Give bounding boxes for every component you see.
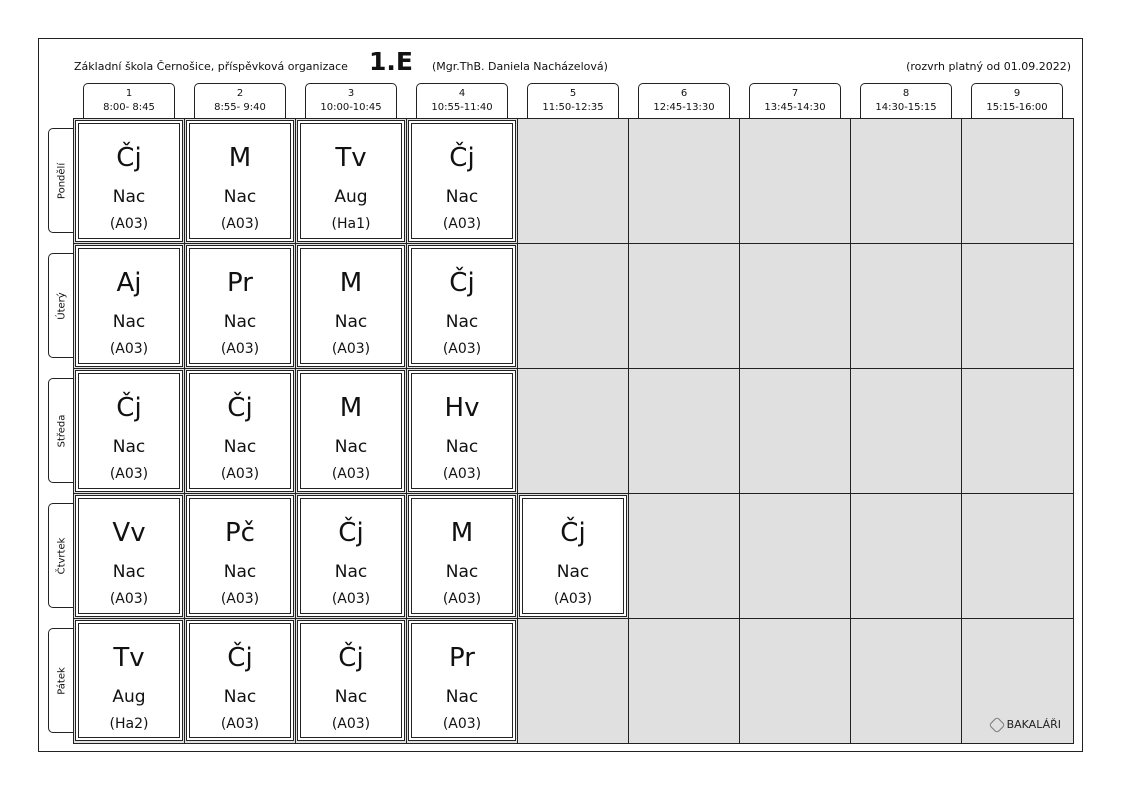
lesson-teacher: Nac (223, 437, 257, 457)
day-label-4 (48, 503, 74, 608)
lesson-cell[interactable] (75, 495, 183, 617)
lesson-teacher: Nac (445, 562, 479, 582)
validity-note: (rozvrh platný od 01.09.2022) (906, 60, 1071, 73)
empty-slot (851, 494, 962, 619)
lesson-subject: Čj (227, 643, 253, 673)
lesson-cell[interactable] (408, 245, 516, 367)
period-header-9 (971, 83, 1063, 118)
lesson-cell[interactable] (297, 495, 405, 617)
lesson-subject: Vv (112, 518, 146, 548)
lesson-subject: Čj (116, 393, 142, 423)
lesson-cell[interactable] (408, 370, 516, 492)
lesson-cell[interactable] (75, 245, 183, 367)
day-label-2 (48, 253, 74, 358)
day-label-3 (48, 378, 74, 483)
lesson-room: (Ha2) (109, 716, 149, 732)
empty-slot (851, 619, 962, 743)
lesson-room: (A03) (442, 341, 482, 357)
lesson-cell[interactable] (408, 120, 516, 242)
empty-slot (740, 119, 851, 244)
lesson-teacher: Nac (334, 562, 368, 582)
period-header-2 (194, 83, 286, 118)
period-number: 9 (1013, 88, 1021, 99)
period-header-8 (860, 83, 952, 118)
lesson-teacher: Nac (334, 687, 368, 707)
lesson-subject: Čj (560, 518, 586, 548)
day-name: Pátek (56, 666, 67, 695)
lesson-teacher: Nac (112, 187, 146, 207)
school-name: Základní škola Černošice, příspěvková organizace (74, 60, 348, 73)
lesson-cell[interactable] (75, 620, 183, 741)
period-time: 15:15-16:00 (986, 102, 1048, 113)
period-header-4 (416, 83, 508, 118)
bakalari-logo-icon (988, 716, 1005, 733)
lesson-subject: Tv (113, 643, 145, 673)
lesson-room: (A03) (220, 716, 260, 732)
lesson-cell[interactable] (408, 620, 516, 741)
empty-slot (629, 119, 740, 244)
day-name: Středa (56, 414, 67, 447)
lesson-subject: Čj (338, 643, 364, 673)
lesson-room: (A03) (220, 216, 260, 232)
empty-slot (740, 244, 851, 369)
lesson-cell[interactable] (186, 370, 294, 492)
empty-slot (962, 494, 1073, 619)
lesson-cell[interactable] (75, 120, 183, 242)
lesson-subject: Tv (335, 143, 367, 173)
empty-slot (962, 369, 1073, 494)
lesson-subject: Hv (444, 393, 480, 423)
lesson-subject: M (339, 268, 363, 298)
empty-slot (629, 244, 740, 369)
lesson-room: (A03) (442, 216, 482, 232)
period-number: 8 (902, 88, 910, 99)
empty-slot (962, 119, 1073, 244)
lesson-room: (A03) (442, 716, 482, 732)
lesson-teacher: Nac (112, 312, 146, 332)
lesson-room: (A03) (220, 591, 260, 607)
lesson-cell[interactable] (186, 620, 294, 741)
empty-slot (629, 619, 740, 743)
lesson-subject: M (228, 143, 252, 173)
lesson-cell[interactable] (519, 495, 627, 617)
period-time: 13:45-14:30 (764, 102, 826, 113)
lesson-room: (A03) (331, 466, 371, 482)
period-time: 10:00-10:45 (320, 102, 382, 113)
lesson-room: (A03) (331, 591, 371, 607)
empty-slot (518, 244, 629, 369)
lesson-subject: Pč (225, 518, 255, 548)
lesson-subject: Čj (227, 393, 253, 423)
period-number: 5 (569, 88, 577, 99)
lesson-cell[interactable] (297, 620, 405, 741)
lesson-room: (A03) (109, 591, 149, 607)
empty-slot (962, 244, 1073, 369)
lesson-room: (A03) (442, 466, 482, 482)
lesson-teacher: Nac (445, 312, 479, 332)
lesson-teacher: Nac (223, 687, 257, 707)
day-name: Úterý (56, 291, 67, 320)
lesson-subject: Pr (449, 643, 475, 673)
lesson-room: (Ha1) (331, 216, 371, 232)
lesson-teacher: Nac (223, 562, 257, 582)
period-time: 11:50-12:35 (542, 102, 604, 113)
bakalari-brand (991, 718, 1061, 731)
lesson-room: (A03) (331, 341, 371, 357)
lesson-subject: M (450, 518, 474, 548)
empty-slot (629, 369, 740, 494)
lesson-subject: Čj (338, 518, 364, 548)
lesson-cell[interactable] (408, 495, 516, 617)
empty-slot (851, 369, 962, 494)
period-number: 6 (680, 88, 688, 99)
day-label-5 (48, 628, 74, 733)
lesson-cell[interactable] (186, 495, 294, 617)
lesson-room: (A03) (109, 466, 149, 482)
lesson-room: (A03) (220, 466, 260, 482)
period-time: 14:30-15:15 (875, 102, 937, 113)
period-time: 10:55-11:40 (431, 102, 493, 113)
period-header-1 (83, 83, 175, 118)
lesson-cell[interactable] (297, 120, 405, 242)
empty-slot (740, 619, 851, 743)
lesson-subject: Čj (449, 143, 475, 173)
period-time: 12:45-13:30 (653, 102, 715, 113)
lesson-teacher: Nac (334, 437, 368, 457)
lesson-subject: M (339, 393, 363, 423)
class-teacher: (Mgr.ThB. Daniela Nacházelová) (432, 60, 608, 73)
lesson-teacher: Nac (445, 187, 479, 207)
lesson-cell[interactable] (75, 370, 183, 492)
period-number: 1 (125, 88, 133, 99)
lesson-subject: Čj (116, 143, 142, 173)
period-header-5 (527, 83, 619, 118)
lesson-teacher: Nac (445, 687, 479, 707)
lesson-cell[interactable] (186, 120, 294, 242)
period-header-7 (749, 83, 841, 118)
lesson-room: (A03) (442, 591, 482, 607)
empty-slot (518, 119, 629, 244)
lesson-room: (A03) (331, 716, 371, 732)
empty-slot (740, 369, 851, 494)
empty-slot (740, 494, 851, 619)
lesson-teacher: Nac (223, 187, 257, 207)
period-time: 8:00- 8:45 (103, 102, 155, 113)
lesson-room: (A03) (220, 341, 260, 357)
period-header-3 (305, 83, 397, 118)
lesson-teacher: Nac (334, 312, 368, 332)
lesson-cell[interactable] (297, 370, 405, 492)
brand-label: BAKALÁŘI (1006, 718, 1061, 731)
lesson-teacher: Nac (112, 437, 146, 457)
lesson-teacher: Nac (112, 562, 146, 582)
lesson-room: (A03) (109, 341, 149, 357)
empty-slot (851, 119, 962, 244)
lesson-cell[interactable] (186, 245, 294, 367)
lesson-room: (A03) (553, 591, 593, 607)
timetable-grid (73, 118, 1074, 744)
empty-slot (851, 244, 962, 369)
lesson-subject: Pr (227, 268, 253, 298)
empty-slot (518, 619, 629, 743)
lesson-subject: Aj (116, 268, 142, 298)
lesson-teacher: Nac (223, 312, 257, 332)
empty-slot (629, 494, 740, 619)
period-number: 2 (236, 88, 244, 99)
period-number: 7 (791, 88, 799, 99)
lesson-cell[interactable] (297, 245, 405, 367)
lesson-subject: Čj (449, 268, 475, 298)
lesson-room: (A03) (109, 216, 149, 232)
lesson-teacher: Nac (445, 437, 479, 457)
class-name: 1.E (369, 47, 413, 76)
lesson-teacher: Nac (556, 562, 590, 582)
day-label-1 (48, 128, 74, 233)
lesson-teacher: Aug (334, 187, 368, 207)
lesson-teacher: Aug (112, 687, 146, 707)
period-time: 8:55- 9:40 (214, 102, 266, 113)
period-number: 4 (458, 88, 466, 99)
day-name: Čtvrtek (56, 537, 67, 574)
day-name: Pondělí (56, 162, 67, 199)
empty-slot (518, 369, 629, 494)
period-header-6 (638, 83, 730, 118)
period-number: 3 (347, 88, 355, 99)
